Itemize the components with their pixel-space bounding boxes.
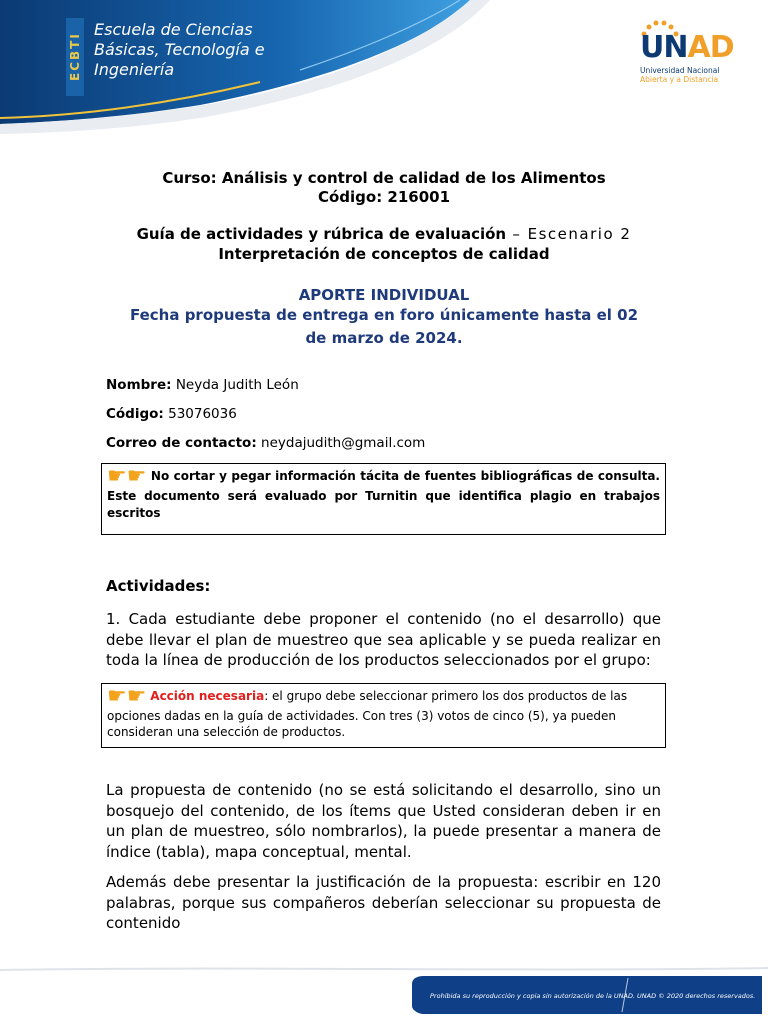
footer-copyright-notice: Prohibida su reproducción y copia sin autorización de la UNAD. (430, 992, 636, 1000)
header-banner (0, 0, 768, 135)
student-code: Código: 53076036 (106, 406, 237, 422)
pointing-hands-icon: ☛☛ (107, 464, 147, 489)
course-code: Código: 216001 (317, 188, 451, 206)
action-box (101, 683, 666, 748)
paragraph-proposal: La propuesta de contenido (no se está solicitando el desarrollo, sino un bosquejo del contenido, de los ítems que Usted consideran deben ir en un plan de muestreo, sólo nombrarlos), la puede presentar a manera de índice (tabla), mapa conceptual, mental. (106, 781, 661, 861)
footer-rights: UNAD © 2020 derechos reservados. (637, 992, 756, 1000)
guide-subtitle: Interpretación de conceptos de calidad (218, 245, 550, 263)
logo-wordmark: UNAD (640, 30, 734, 65)
school-line-2: Básicas, Tecnología e (94, 40, 265, 59)
student-email: Correo de contacto: neydajudith@gmail.com (106, 435, 426, 451)
student-name: Nombre: Neyda Judith León (106, 377, 299, 393)
school-line-1: Escuela de Ciencias (94, 20, 253, 39)
logo-subtitle-1: Universidad Nacional (640, 66, 720, 75)
activities-heading: Actividades: (106, 577, 211, 595)
aporte-date-line-2: de marzo de 2024. (305, 329, 463, 347)
action-text: : el grupo debe seleccionar primero los dos productos de las opciones dadas en la guía de actividades. Con tres (3) votos de cinco (5), ya pueden consideran una selección de productos. (107, 689, 628, 739)
aporte-title: APORTE INDIVIDUAL (298, 286, 470, 304)
school-name (94, 20, 265, 80)
pointing-hands-icon: ☛☛ (107, 684, 147, 709)
course-title: Curso: Análisis y control de calidad de los Alimentos (162, 169, 606, 187)
guide-title: Guía de actividades y rúbrica de evaluación – Escenario 2 (136, 225, 632, 243)
unad-logo (640, 18, 750, 88)
action-label: Acción necesaria (150, 689, 265, 703)
paragraph-justification: Además debe presentar la justificación de la propuesta: escribir en 120 palabras, porque sus compañeros deberían seleccionar su propuesta de contenido (106, 873, 661, 932)
aporte-date-line-1: Fecha propuesta de entrega en foro únicamente hasta el 02 (129, 306, 639, 324)
warning-text: No cortar y pegar información tácita de fuentes bibliográficas de consulta. Este documento será evaluado por Turnitin que identifica plagio en trabajos escritos (107, 469, 660, 520)
activity-item-1: 1. Cada estudiante debe proponer el contenido (no el desarrollo) que debe llevar el plan de muestreo que sea aplicable y se pueda realizar en toda la línea de producción de los productos seleccionados por el grupo: (106, 610, 661, 669)
school-line-3: Ingeniería (94, 60, 175, 79)
ecbti-tag: ECBTI (66, 18, 84, 96)
logo-subtitle-2: Abierta y a Distancia (640, 75, 719, 84)
warning-box (101, 463, 666, 535)
